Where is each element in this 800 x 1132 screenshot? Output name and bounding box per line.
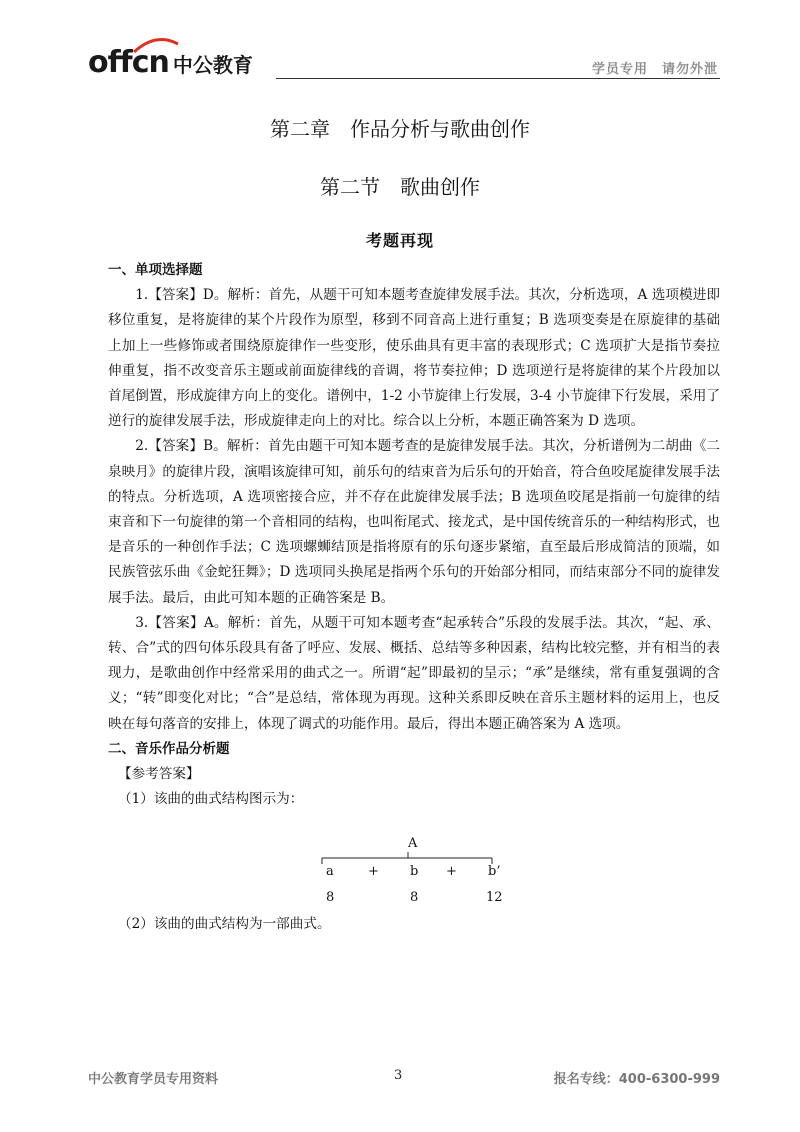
part2-heading: 二、音乐作品分析题 (108, 740, 230, 757)
question-3-answer: 3.【答案】A。解析：首先，从题干可知本题考查“起承转合”乐段的发展手法。其次，“起、承、转、合”式的四句体乐段具有备了呼应、发展、概括、总结等多种因素，结构比较完整，并有相当的表现力，是歌曲创作中经常采用的曲式之一。所谓“起”即最初的呈示；“承”是继续，常有重复强调的含义；“转”即变化对比；“合”是总结，常体现为再现。这种关系即反映在音乐主题材料的运用上，也反映在每句落音的安排上，体现了调式的功能作用。最后，得出本题正确答案为 A 选项。 (108, 614, 720, 732)
diagram-plus-2: + (446, 864, 457, 879)
footer-left-text: 中公教育学员专用资料 (88, 1072, 219, 1087)
question-2-answer: 2.【答案】B。解析：首先由题干可知本题考查的是旋律发展手法。其次，分析谱例为二胡曲《二泉映月》的旋律片段，演唱该旋律可知，前乐句的结束音为后乐句的开始音，符合鱼咬尾旋律发展手法的特点。分析选项，A 选项密接合应，并不存在此旋律发展手法；B 选项鱼咬尾是指前一句旋律的结束音和下一句旋律的第一个音相同的结构，也叫衔尾式、接龙式，是中国传统音乐的一种结构形式，也是音乐的一种创作手法；C 选项螺蛳结顶是指将原有的乐句逐步紧缩，直至最后形成简洁的顶端，如民族管弦乐曲《金蛇狂舞》；D 选项同头换尾是指两个乐句的开始部分相同，而结束部分不同的旋律发展手法。最后，由此可知本题的正确答案是 B。 (108, 438, 720, 606)
diagram-section-a: a (326, 864, 334, 879)
diagram-top-label: A (408, 836, 418, 851)
question-1-answer: 1.【答案】D。解析：首先，从题干可知本题考查旋律发展手法。其次，分析选项，A 选项模进即移位重复，是将旋律的某个片段作为原型，移到不同音高上进行重复；B 选项变奏是在原旋律的基础上加上一些修饰或者围绕原旋律作一些变形，使乐曲具有更丰富的表现形式；C 选项扩大是指节奏拉伸重复，指不改变音乐主题或前面旋律线的音调，将节奏拉伸；D 选项逆行是将旋律的某个片段加以首尾倒置，形成旋律方向上的变化。谱例中，1-2 小节旋律上行发展，3-4 小节旋律下行发展，采用了逆行的旋律发展手法，形成旋律走向上的对比。综合以上分析，本题正确答案为 D 选项。 (108, 287, 720, 430)
diagram-bars-a: 8 (326, 890, 335, 905)
diagram-section-b: b (410, 864, 419, 879)
item-2-text: （2）该曲的曲式结构为一部曲式。 (118, 916, 331, 933)
reference-answer-label: 【参考答案】 (118, 766, 200, 783)
page-number: 3 (394, 1068, 403, 1083)
chapter-title: 第二章 作品分析与歌曲创作 (270, 117, 530, 141)
diagram-plus-1: + (368, 864, 379, 879)
diagram-bars-b-prime: 12 (486, 890, 503, 905)
logo-wordmark: offcn (88, 45, 169, 80)
footer-hotline: 报名专线：400-6300-999 (553, 1072, 720, 1087)
logo-cn-name: 中公教育 (172, 53, 253, 77)
page-header (88, 40, 720, 84)
page-footer (88, 1068, 720, 1092)
header-notice-2: 请勿外泄 (661, 62, 718, 77)
logo-arc-icon (132, 34, 180, 54)
part1-heading: 一、单项选择题 (108, 262, 203, 278)
exam-title: 考题再现 (365, 231, 434, 250)
header-rule (276, 78, 720, 79)
header-notice-1: 学员专用 (591, 62, 648, 77)
header-notice (592, 58, 718, 77)
diagram-section-b-prime: b’ (488, 864, 501, 879)
diagram-bars-b: 8 (410, 890, 419, 905)
section-title: 第二节 歌曲创作 (320, 175, 480, 199)
form-structure-diagram (320, 838, 510, 908)
item-1-text: （1）该曲的曲式结构图示为： (118, 791, 304, 808)
